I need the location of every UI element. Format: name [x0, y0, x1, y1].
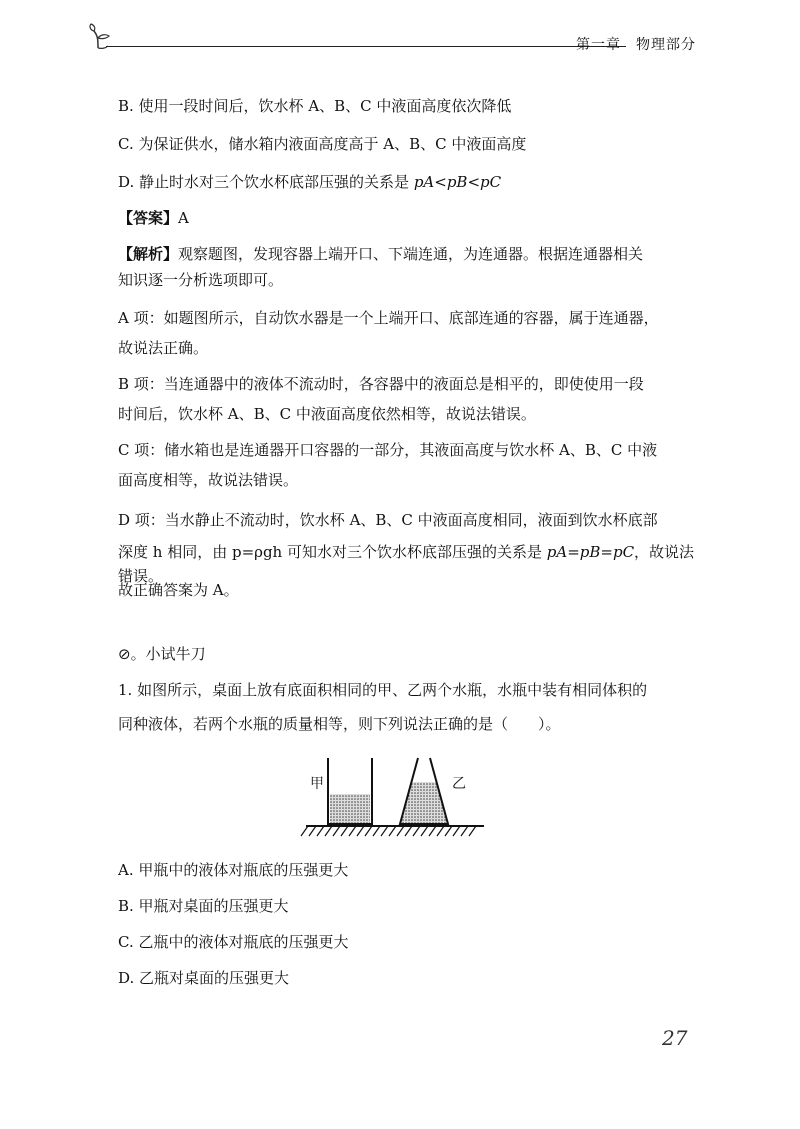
hatch-line	[349, 826, 356, 836]
hatch-line	[389, 826, 396, 836]
hatch-line	[373, 826, 380, 836]
d-item-tail: ，故说法错误。	[118, 543, 695, 585]
analysis-label: 【解析】	[118, 245, 179, 263]
analysis-line-1	[118, 242, 700, 266]
b-item-line-1: B 项：当连通器中的液体不流动时，各容器中的液面总是相平的，即使使用一段	[118, 375, 644, 393]
conclusion-line: 故正确答案为 A。	[118, 581, 239, 599]
d-item-text: 深度 h 相同，由 p=ρgh 可知水对三个饮水杯底部压强的关系是	[118, 543, 547, 561]
bottles-figure	[300, 756, 490, 840]
hatch-line	[461, 826, 468, 836]
hatch-line	[333, 826, 340, 836]
hatch-line	[413, 826, 420, 836]
hatch-line	[469, 826, 476, 836]
page-header	[88, 22, 708, 62]
choice-b[interactable]: B. 甲瓶对桌面的压强更大	[118, 897, 289, 915]
c-item-line-1: C 项：储水箱也是连通器开口容器的一部分，其液面高度与饮水杯 A、B、C 中液	[118, 441, 658, 459]
answer-label: 【答案】	[118, 209, 179, 227]
hatch-line	[421, 826, 428, 836]
hatch-line	[325, 826, 332, 836]
section-title: 小试牛刀	[145, 645, 206, 663]
page-number: 27	[662, 1026, 688, 1050]
a-item-line-2: 故说法正确。	[118, 339, 209, 357]
hatch-line	[437, 826, 444, 836]
answer-line	[118, 206, 700, 230]
left-bottle-liquid	[330, 794, 370, 824]
hatch-line	[397, 826, 404, 836]
label-yi: 乙	[452, 776, 466, 792]
hatch-line	[317, 826, 324, 836]
right-bottle-liquid	[400, 782, 448, 824]
hatch-line	[357, 826, 364, 836]
question-line-1: 1. 如图所示，桌面上放有底面积相同的甲、乙两个水瓶，水瓶中装有相同体积的	[118, 681, 648, 699]
option-d-formula: pA<pB<pC	[413, 173, 502, 191]
analysis-text: 观察题图，发现容器上端开口、下端连通，为连通器。根据连通器相关	[178, 245, 644, 263]
hatch-line	[453, 826, 460, 836]
a-item-line-1: A 项：如题图所示，自动饮水器是一个上端开口、底部连通的容器，属于连通器，	[118, 309, 659, 327]
d-item-formula: pA=pB=pC	[546, 543, 635, 561]
question-line-2: 同种液体，若两个水瓶的质量相等，则下列说法正确的是（ ）。	[118, 715, 561, 733]
hatch-line	[301, 826, 308, 836]
hatch-line	[445, 826, 452, 836]
choice-d[interactable]: D. 乙瓶对桌面的压强更大	[118, 969, 290, 987]
option-d-line	[118, 170, 700, 194]
choice-a[interactable]: A. 甲瓶中的液体对瓶底的压强更大	[118, 861, 349, 879]
answer-value: A	[178, 209, 189, 227]
hatch-line	[381, 826, 388, 836]
hatch-line	[405, 826, 412, 836]
hatch-line	[365, 826, 372, 836]
choice-c[interactable]: C. 乙瓶中的液体对瓶底的压强更大	[118, 933, 349, 951]
pencil-circle-icon: ⊘。	[118, 645, 146, 663]
label-jia: 甲	[310, 776, 324, 792]
header-rule	[106, 46, 626, 47]
analysis-line-2: 知识逐一分析选项即可。	[118, 271, 284, 289]
c-item-line-2: 面高度相等，故说法错误。	[118, 471, 299, 489]
table-hatching	[301, 826, 476, 836]
option-b-line: B. 使用一段时间后，饮水杯 A、B、C 中液面高度依次降低	[118, 97, 512, 115]
b-item-line-2: 时间后，饮水杯 A、B、C 中液面高度依然相等，故说法错误。	[118, 405, 536, 423]
d-item-line-1: D 项：当水静止不流动时，饮水杯 A、B、C 中液面高度相同，液面到饮水杯底部	[118, 511, 658, 529]
sprout-icon	[88, 22, 118, 52]
option-c-line: C. 为保证供水，储水箱内液面高度高于 A、B、C 中液面高度	[118, 135, 527, 153]
hatch-line	[309, 826, 316, 836]
section-heading	[118, 642, 700, 666]
chapter-title: 第一章 物理部分	[576, 37, 696, 53]
hatch-line	[341, 826, 348, 836]
hatch-line	[429, 826, 436, 836]
option-d-text: D. 静止时水对三个饮水杯底部压强的关系是	[118, 173, 414, 191]
